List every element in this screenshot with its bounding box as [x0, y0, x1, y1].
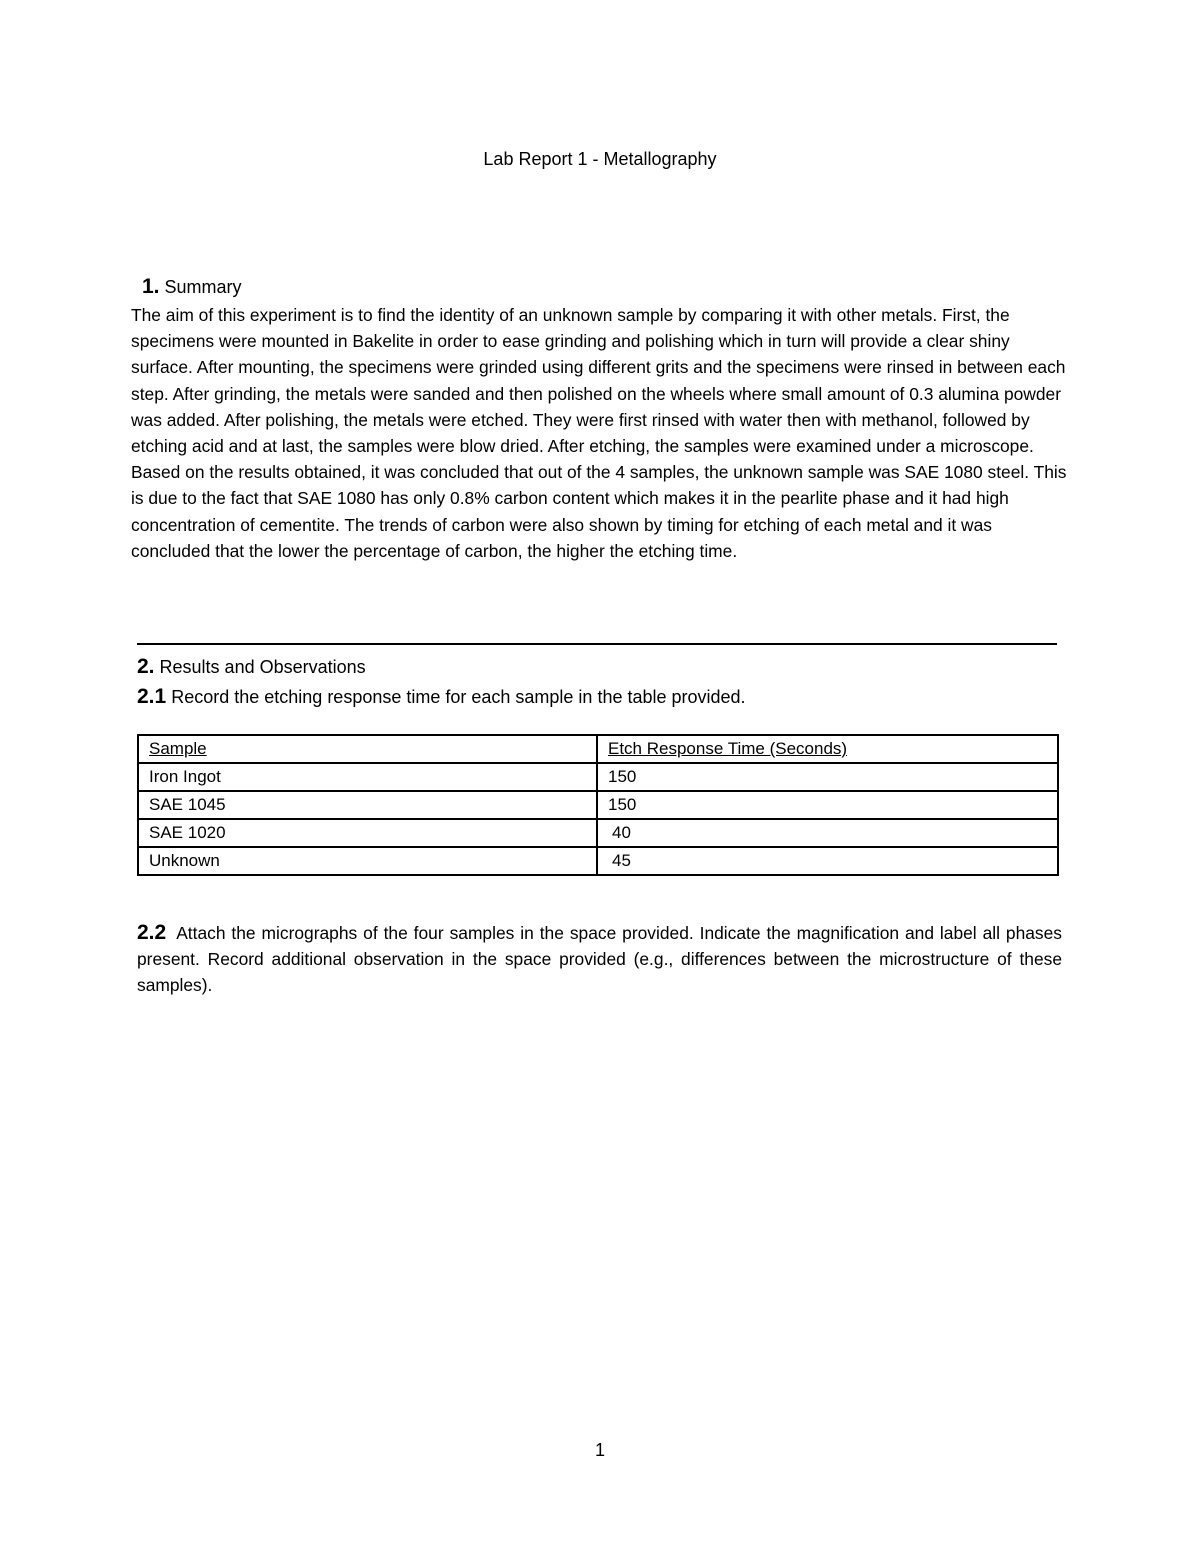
column-header-etch-time: Etch Response Time (Seconds): [597, 735, 1058, 763]
summary-heading: [142, 274, 242, 300]
sample-cell: Unknown: [138, 847, 597, 875]
results-number: 2.: [137, 655, 155, 678]
results-heading-label: Results and Observations: [159, 657, 366, 677]
page-number: 1: [594, 1440, 605, 1460]
table-row: [138, 819, 1058, 847]
table-row: [138, 847, 1058, 875]
summary-number: 1.: [142, 275, 160, 298]
results-heading: [137, 654, 366, 680]
etch-time-cell: 150: [597, 763, 1058, 791]
question-2-1-text: Record the etching response time for each sample in the table provided.: [171, 687, 746, 707]
document-title: Lab Report 1 - Metallography: [483, 149, 717, 169]
etch-time-cell: 40: [597, 819, 1058, 847]
etch-time-cell: 150: [597, 791, 1058, 819]
sample-cell: SAE 1045: [138, 791, 597, 819]
section-divider: [137, 643, 1057, 645]
question-2-2-text: Attach the micrographs of the four samples in the space provided. Indicate the magnification and label all phases present. Record additional observation in the space provided (e.g., differences between the microstructure of these samples).: [137, 923, 1062, 996]
summary-heading-label: Summary: [164, 277, 242, 297]
etch-response-table: [137, 734, 1059, 876]
etch-time-cell: 45: [597, 847, 1058, 875]
sample-cell: Iron Ingot: [138, 763, 597, 791]
summary-paragraph: The aim of this experiment is to find the identity of an unknown sample by comparing it with other metals. First, the specimens were mounted in Bakelite in order to ease grinding and polishing which in turn will provide a clear shiny surface. After mounting, the specimens were grinded using different grits and the specimens were rinsed in between each step. After grinding, the metals were sanded and then polished on the wheels where small amount of 0.3 alumina powder was added. After polishing, the metals were etched. They were first rinsed with water then with methanol, followed by etching acid and at last, the samples were blow dried. After etching, the samples were examined under a microscope. Based on the results obtained, it was concluded that out of the 4 samples, the unknown sample was SAE 1080 steel. This is due to the fact that SAE 1080 has only 0.8% carbon content which makes it in the pearlite phase and it had high concentration of cementite. The trends of carbon were also shown by timing for etching of each metal and it was concluded that the lower the percentage of carbon, the higher the etching time.: [131, 305, 1067, 561]
table-row: [138, 763, 1058, 791]
question-2-1: [137, 684, 746, 710]
question-2-1-number: 2.1: [137, 685, 167, 708]
table-row: [138, 791, 1058, 819]
sample-cell: SAE 1020: [138, 819, 597, 847]
column-header-sample: Sample: [138, 735, 597, 763]
question-2-2-number: 2.2: [137, 921, 167, 944]
table-header-row: [138, 735, 1058, 763]
question-2-2: [137, 920, 1062, 999]
